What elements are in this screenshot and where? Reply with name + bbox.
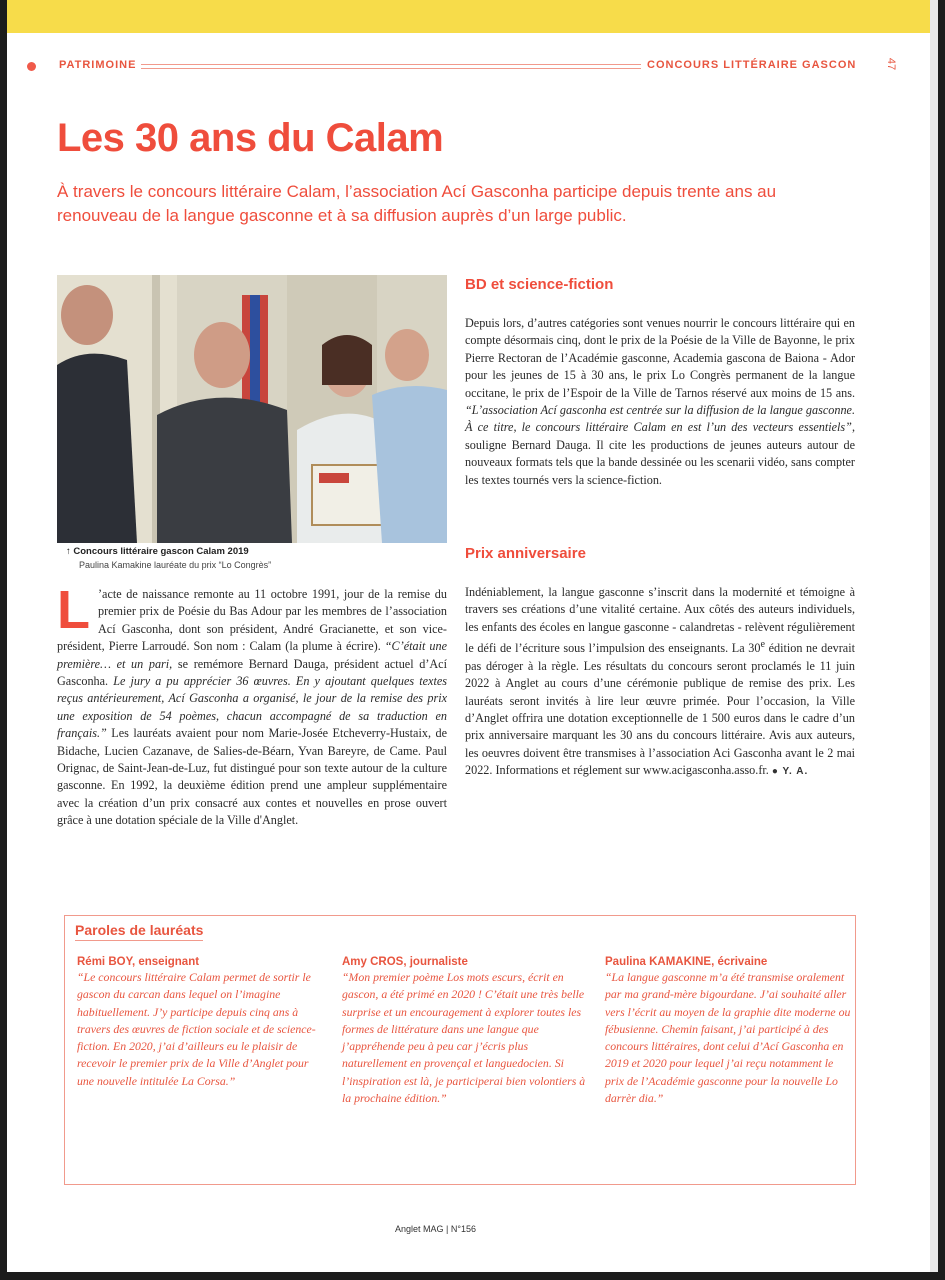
laureates-quotes-box <box>64 915 856 1185</box>
intro-paragraph <box>57 580 447 830</box>
laureates-photo <box>57 275 447 543</box>
article-title: Les 30 ans du Calam <box>57 116 444 160</box>
section-prix-text-1: Indéniablement, la langue gasconne s’inscrit dans la modernité et témoigne à travers ses créations d’une vitalité certaine. Aux côtés des auteurs individuels, les enfants des écoles en langue gasconne - calandretas - relèvent régulièrement le défi de l’écriture sous l’impulsion des enseignants. La 30 <box>465 585 855 656</box>
header-rule <box>141 64 641 69</box>
section-heading-bd: BD et science-fiction <box>465 276 614 293</box>
section-bd-quote: “L’association Ací gasconha est centrée sur la diffusion de la langue gasconne. À ce titre, le concours littéraire Calam en est l’un des vecteurs essentiels” <box>465 403 855 435</box>
page-number: 47 <box>885 57 898 71</box>
rubric-label: CONCOURS LITTÉRAIRE GASCON <box>647 59 857 71</box>
page-footer: Anglet MAG | N°156 <box>395 1224 476 1234</box>
quote-text: “La langue gasconne m’a été transmise oralement par ma grand-mère bigourdane. J’ai souhaité aller vers l’écrit au moyen de la graphie dite moderne ou fébusienne. Chemin faisant, j’ai participé à des concours littéraires, dont celui d’Ací Gasconha en 2019 et 2020 pour lequel j’ai reçu notamment le prix de l’Académie gasconne pour la nouvelle Lo darrèr dia.” <box>605 970 851 1106</box>
intro-text-3: Les lauréats avaient pour nom Marie-Josée Etcheverry-Hustaix, de Bidache, Lucien Cazanave, de Salies-de-Béarn, Yvan Bareyre, de Came. Paul Orignac, de Saint-Jean-de-Luz, fut distingué pour son texte autour de la culture gasconne. En 1992, la deuxième édition prend une ampleur supplémentaire avec la création d’un prix consacré aux contes et nouvelles en prose ouvert grâce à une dotation spéciale de la Ville d'Anglet. <box>57 726 447 828</box>
page-spine-strip <box>930 0 938 1272</box>
top-color-band <box>7 0 937 33</box>
intro-text-1: ’acte de naissance remonte au 11 octobre 1991, jour de la remise du premier prix de Poésie du Bas Adour par les membres de l’association Ací Gasconha, dont son président, André Gracianette, et son vice-président, Pierre Larroudé. Son nom : Calam (la plume à écrire). <box>57 587 447 654</box>
ordinal-superscript: e <box>760 639 765 651</box>
photo-caption-title: ↑ Concours littéraire gascon Calam 2019 <box>66 546 249 557</box>
section-bd-paragraph <box>465 315 855 489</box>
quote-block <box>342 956 590 1107</box>
section-prix-paragraph <box>465 584 855 780</box>
article-lead: À travers le concours littéraire Calam, l’association Ací Gasconha participe depuis trente ans au renouveau de la langue gasconne et à sa diffusion auprès d’un large public. <box>57 182 777 225</box>
section-heading-prix: Prix anniversaire <box>465 545 586 562</box>
quote-author: Paulina KAMAKINE, écrivaine <box>605 956 768 968</box>
box-title: Paroles de lauréats <box>75 922 203 941</box>
intro-quote-2: Le jury a pu apprécier 36 œuvres. En y ajoutant quelques textes reçus antérieurement, Ací Gasconha a organisé, le jour de la remise des prix une exposition de 54 poèmes, chacun accompagné de sa traduction en français.” <box>57 674 447 741</box>
quote-text: “Mon premier poème Los mots escurs, écrit en gascon, a été primé en 2020 ! C’était une très belle surprise et un encouragement à explorer toutes les formes de littérature dans une langue que j’appréhende peu à peu car j’écris plus naturellement en provençal et languedocien. Si l’inspiration est là, je participerai bien volontiers à la prochaine édition.” <box>342 970 586 1106</box>
section-label: PATRIMOINE <box>59 59 137 71</box>
quote-text: “Le concours littéraire Calam permet de sortir le gascon du carcan dans lequel on l’imagine habituellement. J’y participe depuis cinq ans à travers des œuvres de fiction sociale et de science-fiction. En 2020, j’ai d’ailleurs eu le plaisir de recevoir le premier prix de la Ville d’Anglet pour une nouvelle intitulée La Corsa.” <box>77 970 316 1088</box>
quote-block <box>605 956 853 1107</box>
section-prix-text-2: édition ne devrait pas déroger à la règle. Les résultats du concours seront proclamés le 11 juin 2022 à Anglet au cours d’une cérémonie publique de remise des prix. Les lauréats seront invités à lire leur œuvre primée. Pour l’occasion, la Ville d’Anglet offrira une dotation exceptionnelle de 1 500 euros dans le cadre d’un prix anniversaire marquant les 30 ans du concours littéraire. Avis aux auteurs, les oeuvres doivent être transmises à l’association Aci Gasconha avant le 2 mai 2022. Informations et réglement sur www.acigasconha.asso.fr. <box>465 641 855 778</box>
drop-cap: L <box>57 580 90 640</box>
intro-text-2: se remémore Bernard Dauga, président actuel d’Ací Gasconha. <box>57 656 447 689</box>
magazine-page <box>7 0 937 1272</box>
intro-quote-1: “C’était une première… et un pari, <box>57 639 447 671</box>
author-signature: ● Y. A. <box>771 766 809 778</box>
group-photo-illustration <box>57 275 447 543</box>
quote-block <box>77 956 325 1090</box>
section-bullet-icon <box>27 62 36 71</box>
section-bd-text-2: , souligne Bernard Dauga. Il cite les productions de jeunes auteurs autour de nouveaux formats tels que la bande dessinée ou les scenarii vidéo, sans compter les textes tournés vers la science-fiction. <box>465 420 855 487</box>
quote-author: Amy CROS, journaliste <box>342 956 468 968</box>
quote-author: Rémi BOY, enseignant <box>77 956 200 968</box>
photo-caption-text: Paulina Kamakine lauréate du prix “Lo Congrès” <box>79 560 272 570</box>
section-bd-text-1: Depuis lors, d’autres catégories sont venues nourrir le concours littéraire qui en compte désormais cinq, dont le prix de la Poésie de la Ville de Bayonne, le prix Pierre Rectoran de l’Académie gasconne, Academia gascona de Baiona - Ador pour les jeunes de 15 à 30 ans, le prix Lo Congrès permanent de la langue occitane, le prix de l’Espoir de la Ville de Tarnos réservé aux moins de 15 ans. <box>465 316 855 400</box>
